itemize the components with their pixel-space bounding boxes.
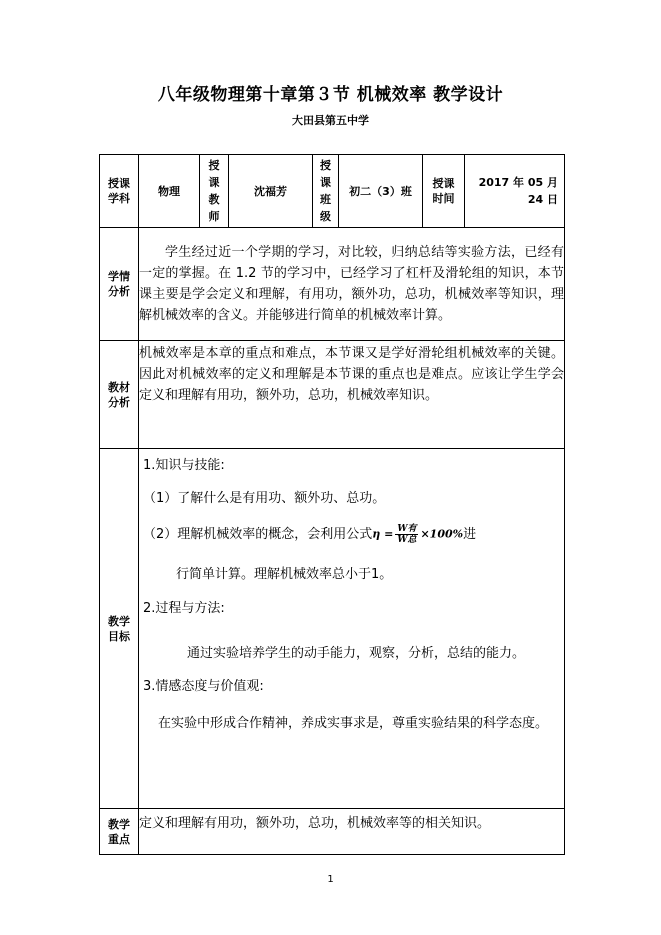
- goal-2-title: 2.过程与方法:: [143, 601, 225, 616]
- subject-label: 授课学科: [100, 155, 139, 228]
- goal-1-item-2-cont: 行简单计算。理解机械效率总小于1。: [176, 567, 393, 582]
- formula-numerator: W有: [397, 524, 417, 534]
- material-label: 教材分析: [108, 380, 130, 409]
- school-name: 大田县第五中学: [292, 114, 369, 127]
- goal-3-title: 3.情感态度与价值观:: [143, 679, 264, 694]
- lesson-plan-table: [99, 154, 565, 855]
- teacher-value: 沈福芳: [229, 155, 313, 228]
- formula-fraction: [395, 524, 418, 545]
- goal-2-text: 通过实验培养学生的动手能力，观察，分析，总结的能力。: [187, 646, 526, 661]
- material-text: 机械效率是本章的重点和难点，本节课又是学好滑轮组机械效率的关键。因此对机械效率的定义和理解是本节课的重点也是难点。应该让学生学会定义和理解有用功，额外功，总功，机械效率知识。: [139, 341, 565, 449]
- teacher-label: 授课教师: [208, 159, 220, 223]
- formula-eta: η: [372, 527, 381, 541]
- analysis-row: [100, 228, 565, 341]
- formula-times: ×100%: [420, 527, 464, 541]
- time-label: 授课时间: [423, 155, 465, 228]
- class-value: 初二（3）班: [339, 155, 423, 228]
- analysis-label: 学情分析: [108, 270, 130, 298]
- key-row: [100, 809, 565, 855]
- time-value: 2017 年 05 月 24 日: [465, 155, 565, 228]
- goal-3-text: 在实验中形成合作精神，养成实事求是，尊重实验结果的科学态度。: [158, 716, 549, 731]
- goals-cell: [139, 449, 565, 809]
- analysis-text: 学生经过近一个学期的学习，对比较，归纳总结等实验方法，已经有一定的掌握。在 1.2 节的学习中，已经学习了杠杆及滑轮组的知识，本节课主要是学会定义和理解，有用功，额外功，总功，机械效率等知识，理解机械效率的含义。并能够进行简单的机械效率计算。: [139, 228, 565, 341]
- goal-1-item-2: [143, 524, 558, 545]
- subject-value: 物理: [139, 155, 200, 228]
- goal-1-item-2-text: （2）理解机械效率的概念，会利用公式: [143, 527, 373, 542]
- header-row: [100, 155, 565, 228]
- goal-1-title: 1.知识与技能:: [143, 458, 225, 473]
- formula-equals: =: [384, 527, 394, 541]
- key-text: 定义和理解有用功，额外功，总功，机械效率等的相关知识。: [139, 809, 565, 855]
- document-title: 八年级物理第十章第３节 机械效率 教学设计: [157, 85, 504, 105]
- goals-row: [100, 449, 565, 809]
- key-label: 教学重点: [108, 817, 130, 846]
- formula-denominator: W总: [397, 535, 417, 545]
- material-row: [100, 341, 565, 449]
- goals-label: 教学目标: [108, 614, 130, 643]
- class-label: 授课班级: [320, 159, 331, 223]
- goal-1-item-1: （1）了解什么是有用功、额外功、总功。: [143, 491, 386, 506]
- page-number: 1: [327, 874, 334, 885]
- efficiency-formula: [372, 524, 463, 545]
- goal-1-item-2-after: 进: [463, 527, 477, 542]
